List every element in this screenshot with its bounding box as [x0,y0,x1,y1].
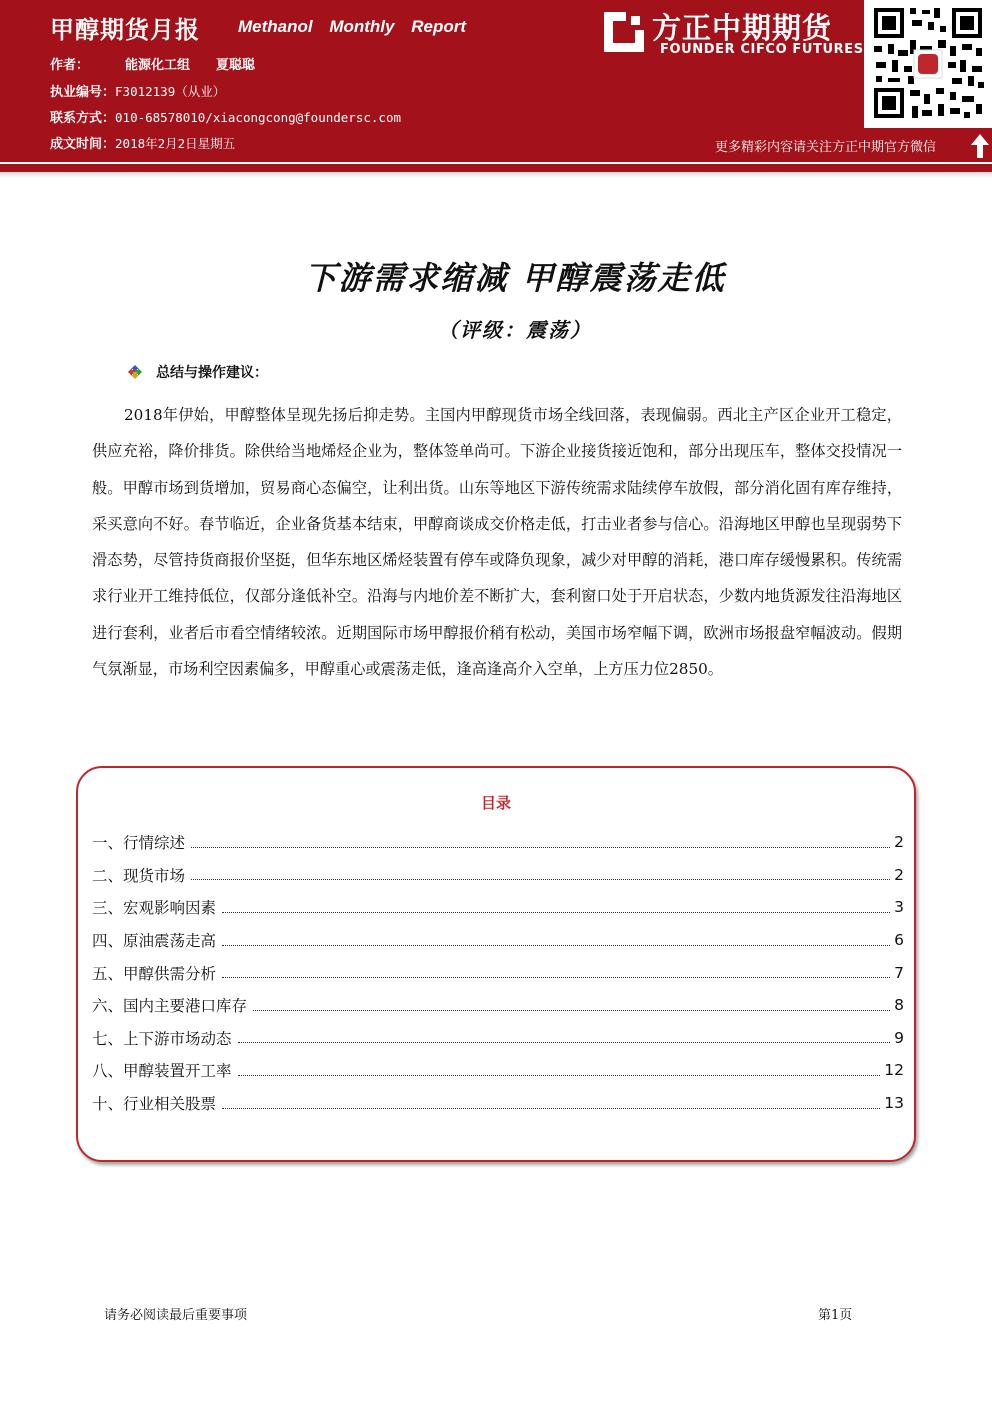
toc-list [92,826,904,1119]
toc-item[interactable] [92,859,904,892]
toc-dot-leader [222,977,890,978]
toc-item-page: 3 [894,898,904,917]
toc-item[interactable] [92,989,904,1022]
date-line [50,133,235,152]
company-logo-icon [604,12,644,52]
toc-item-page: 8 [894,996,904,1015]
contact-value[interactable]: 010-68578010/xiacongcong@foundersc.com [115,110,401,125]
toc-dot-leader [191,879,890,880]
toc-dot-leader [238,1042,890,1043]
toc-item-page: 12 [884,1061,904,1080]
author-name: 夏聪聪 [216,58,256,73]
toc-item-label: 七、上下游市场动态 [92,1029,232,1048]
toc-item-label: 十、行业相关股票 [92,1095,217,1114]
toc-item[interactable] [92,924,904,957]
toc-item[interactable] [92,826,904,859]
report-header [0,0,992,162]
toc-item-label: 一、行情综述 [92,834,186,853]
toc-item-label: 六、国内主要港口库存 [92,997,248,1016]
toc-item[interactable] [92,1022,904,1055]
table-of-contents [76,766,916,1162]
wechat-qr-code[interactable] [864,0,992,128]
toc-item[interactable] [92,1054,904,1087]
footer-notice: 请务必阅读最后重要事项 [104,1308,248,1323]
toc-item-label: 八、甲醇装置开工率 [92,1062,232,1081]
author-label: 作者： [50,58,90,73]
date-value: 2018年2月2日星期五 [115,136,236,151]
footer-page-number: 第1页 [818,1308,853,1323]
company-name-cn: 方正中期期货 [652,11,833,45]
summary-heading [128,362,268,382]
contact-label: 联系方式： [50,111,116,126]
summary-heading-text: 总结与操作建议： [156,365,268,381]
toc-dot-leader [253,1010,890,1011]
header-divider [0,162,992,172]
report-type-cn: 甲醇期货月报 [50,16,200,44]
report-rating: （评级：震荡） [438,318,592,342]
author-group: 能源化工组 [125,58,191,73]
report-title: 下游需求缩减 甲醇震荡走低 [304,259,726,297]
toc-item-page: 2 [894,865,904,884]
qr-code-icon [864,0,992,128]
toc-item-page: 7 [894,963,904,982]
toc-item-page: 6 [894,931,904,950]
wechat-follow-tip: 更多精彩内容请关注方正中期官方微信 [715,140,937,155]
toc-dot-leader [238,1075,881,1076]
header-shadow [0,172,992,178]
toc-dot-leader [222,1108,880,1109]
toc-title: 目录 [480,794,511,812]
summary-paragraph: 2018年伊始，甲醇整体呈现先扬后抑走势。主国内甲醇现货市场全线回落，表现偏弱。西北主产区企业开工稳定，供应充裕，降价排货。除供给当地烯烃企业为，整体签单尚可。下游企业接货接近饱和，部分出现压车，整体交投情况一般。甲醇市场到货增加，贸易商心态偏空，让利出货。山东等地区下游传统需求陆续停车放假，部分消化固有库存维持，采买意向不好。春节临近，企业备货基本结束，甲醇商谈成交价格走低，打击业者参与信心。沿海地区甲醇也呈现弱势下滑态势，尽管持货商报价坚挺，但华东地区烯烃装置有停车或降负现象，减少对甲醇的消耗，港口库存缓慢累积。传统需求行业开工维持低位，仅部分逢低补空。沿海与内地价差不断扩大，套利窗口处于开启状态，少数内地货源发往沿海地区进行套利，业者后市看空情绪较浓。近期国际市场甲醇报价稍有松动，美国市场窄幅下调，欧洲市场报盘窄幅波动。假期气氛渐显，市场利空因素偏多，甲醇重心或震荡走低，逢高逢高介入空单，上方压力位2850。 [92,406,902,679]
bullet-arrow-icon [128,365,142,379]
report-type-en: Methanol Monthly Report [238,17,466,36]
cert-line [50,81,225,100]
cert-label: 执业编号： [50,85,116,100]
toc-item-page: 13 [884,1094,904,1113]
cert-value: F3012139（从业） [115,84,226,99]
toc-item[interactable] [92,891,904,924]
toc-item[interactable] [92,956,904,989]
toc-item-label: 五、甲醇供需分析 [92,964,217,983]
toc-dot-leader [222,912,890,913]
toc-item[interactable] [92,1087,904,1120]
toc-dot-leader [222,945,890,946]
arrow-up-icon [970,133,990,159]
toc-item-label: 二、现货市场 [92,866,186,885]
toc-dot-leader [191,847,890,848]
toc-item-label: 三、宏观影响因素 [92,899,217,918]
toc-item-page: 9 [894,1028,904,1047]
date-label: 成文时间： [50,137,116,152]
toc-item-label: 四、原油震荡走高 [92,932,217,951]
author-line [50,54,256,73]
toc-item-page: 2 [894,833,904,852]
company-name-en: FOUNDER CIFCO FUTURES [660,42,864,57]
contact-line [50,107,401,126]
